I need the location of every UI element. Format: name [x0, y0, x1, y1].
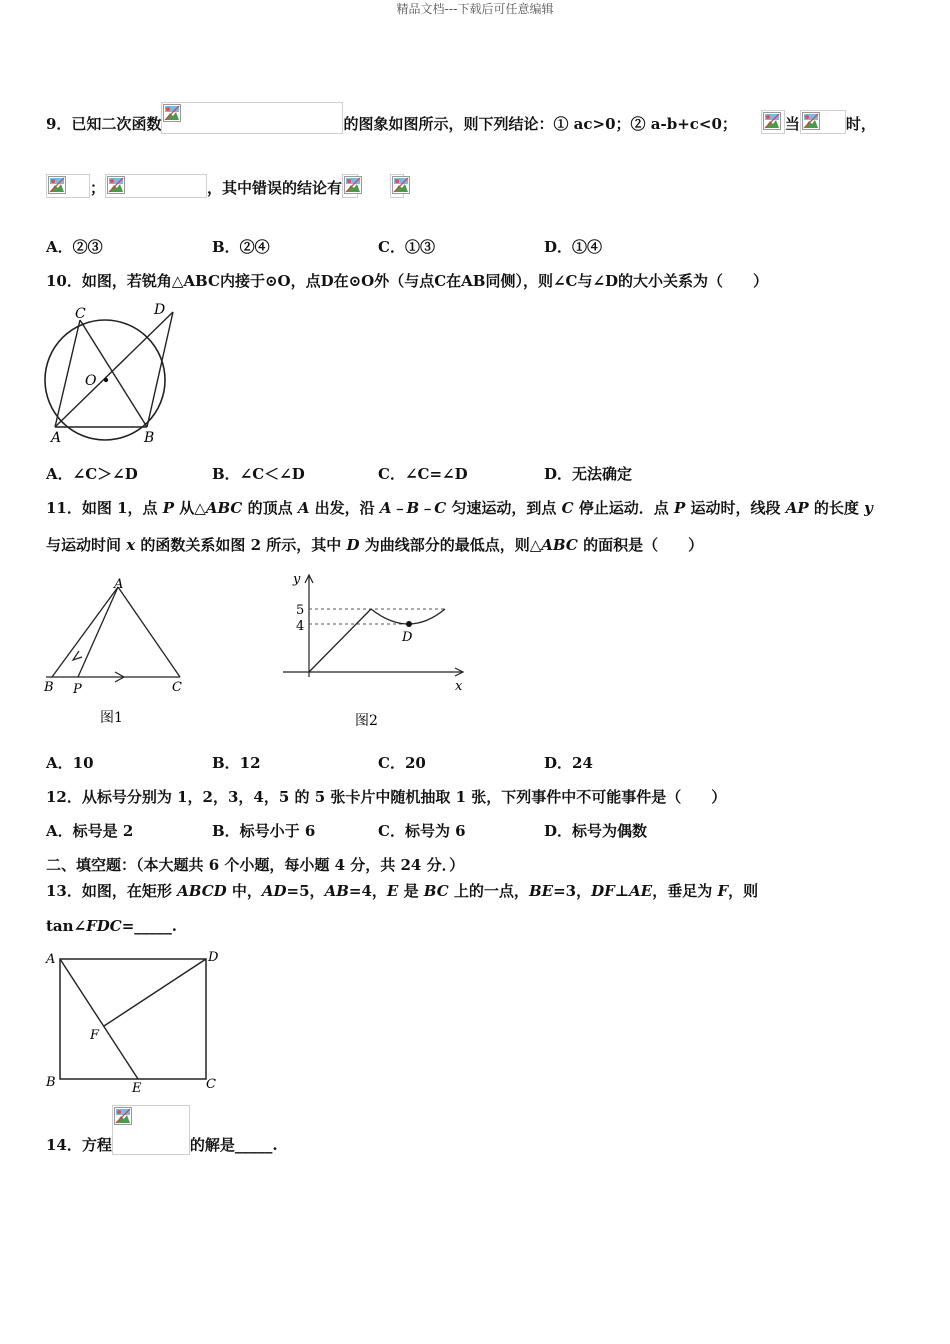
q12-option-b: B．标号小于 6	[212, 822, 316, 840]
q9-option-a: A．②③	[46, 238, 103, 256]
label-e: E	[132, 1081, 142, 1096]
label-f: F	[90, 1028, 100, 1043]
formula-image-placeholder	[390, 174, 404, 198]
q12-option-c: C．标号为 6	[378, 822, 466, 840]
formula-image-placeholder	[112, 1105, 190, 1155]
broken-image-icon	[48, 176, 66, 194]
section-heading: 二、填空题：（本大题共 6 个小题，每小题 4 分，共 24 分．）	[46, 856, 465, 874]
q11-line1: 11．如图 1，点 P 从△ABC 的顶点 A 出发，沿 A﹣B﹣C 匀速运动，到点 C 停止运动．点 P 运动时，线段 AP 的长度 y	[46, 499, 873, 517]
q9-line1: 9．已知二次函数 的图象如图所示，则下列结论：① ac>0；② a-b+c<0； 当 时，	[46, 102, 876, 134]
q12-option-d: D．标号为偶数	[544, 822, 648, 840]
q10-text: 10．如图，若锐角△ABC内接于⊙O，点D在⊙O外（与点C在AB同侧），则∠C与∠D的大小关系为（ ）	[46, 272, 769, 290]
formula-image-placeholder	[342, 174, 358, 198]
q13-line1: 13．如图，在矩形 ABCD 中，AD=5，AB=4，E 是 BC 上的一点，BE=3，DF⊥AE，垂足为 F，则	[46, 882, 759, 900]
q10-option-b: B．∠C＜∠D	[212, 465, 305, 483]
q11-option-d: D．24	[544, 754, 593, 772]
q13-rectangle-figure	[40, 945, 230, 1097]
label-a: A	[46, 952, 56, 967]
axis-x-label: x	[455, 679, 463, 694]
q11-option-b: B．12	[212, 754, 261, 772]
broken-image-icon	[163, 104, 181, 122]
q11-option-c: C．20	[378, 754, 426, 772]
q13-line2: tan∠FDC=_____.	[46, 917, 178, 935]
label-p: P	[73, 682, 82, 697]
label-c: C	[172, 680, 182, 695]
figure-1-caption: 图1	[100, 710, 123, 726]
label-c: C	[206, 1077, 216, 1092]
label-b: B	[44, 680, 54, 695]
broken-image-icon	[114, 1107, 132, 1125]
figure-2-caption: 图2	[355, 713, 378, 729]
q11-figure-2	[275, 565, 475, 735]
q12-text: 12．从标号分别为 1，2，3，4，5 的 5 张卡片中随机抽取 1 张，下列事件中不可能事件是（ ）	[46, 788, 727, 806]
tick-4: 4	[296, 619, 305, 634]
label-a: A	[114, 577, 124, 592]
label-d: D	[208, 950, 219, 965]
q9-option-d: D．①④	[544, 238, 603, 256]
q11-figure-1	[40, 575, 200, 735]
q9-line2: ； ，其中错误的结论有	[46, 174, 404, 198]
q11-option-a: A．10	[46, 754, 94, 772]
q11-line2: 与运动时间 x 的函数关系如图 2 所示，其中 D 为曲线部分的最低点，则△ABC 的面积是（ ）	[46, 536, 704, 554]
formula-image-placeholder	[105, 174, 207, 198]
axis-y-label: y	[293, 572, 301, 587]
q14-line: 14．方程 的解是_____.	[46, 1105, 278, 1155]
broken-image-icon	[107, 176, 125, 194]
label-o: O	[85, 373, 97, 389]
q12-option-a: A．标号是 2	[46, 822, 134, 840]
label-d: D	[402, 630, 413, 645]
page-header: 精品文档---下载后可任意编辑	[396, 2, 554, 16]
q9-option-c: C．①③	[378, 238, 435, 256]
formula-image-placeholder	[800, 110, 846, 134]
label-b: B	[46, 1075, 56, 1090]
label-c: C	[75, 306, 86, 322]
broken-image-icon	[392, 176, 410, 194]
q9-option-b: B．②④	[212, 238, 270, 256]
q10-option-d: D．无法确定	[544, 465, 633, 483]
label-d: D	[154, 302, 166, 318]
label-a: A	[51, 430, 62, 446]
q10-option-a: A．∠C＞∠D	[46, 465, 138, 483]
formula-image-placeholder	[46, 174, 90, 198]
label-b: B	[144, 430, 155, 446]
q10-option-c: C．∠C=∠D	[378, 465, 468, 483]
broken-image-icon	[802, 112, 820, 130]
formula-image-placeholder	[761, 110, 785, 134]
q10-circle-figure	[40, 300, 185, 448]
broken-image-icon	[344, 176, 362, 194]
broken-image-icon	[763, 112, 781, 130]
formula-image-placeholder	[161, 102, 343, 134]
tick-5: 5	[296, 603, 305, 618]
